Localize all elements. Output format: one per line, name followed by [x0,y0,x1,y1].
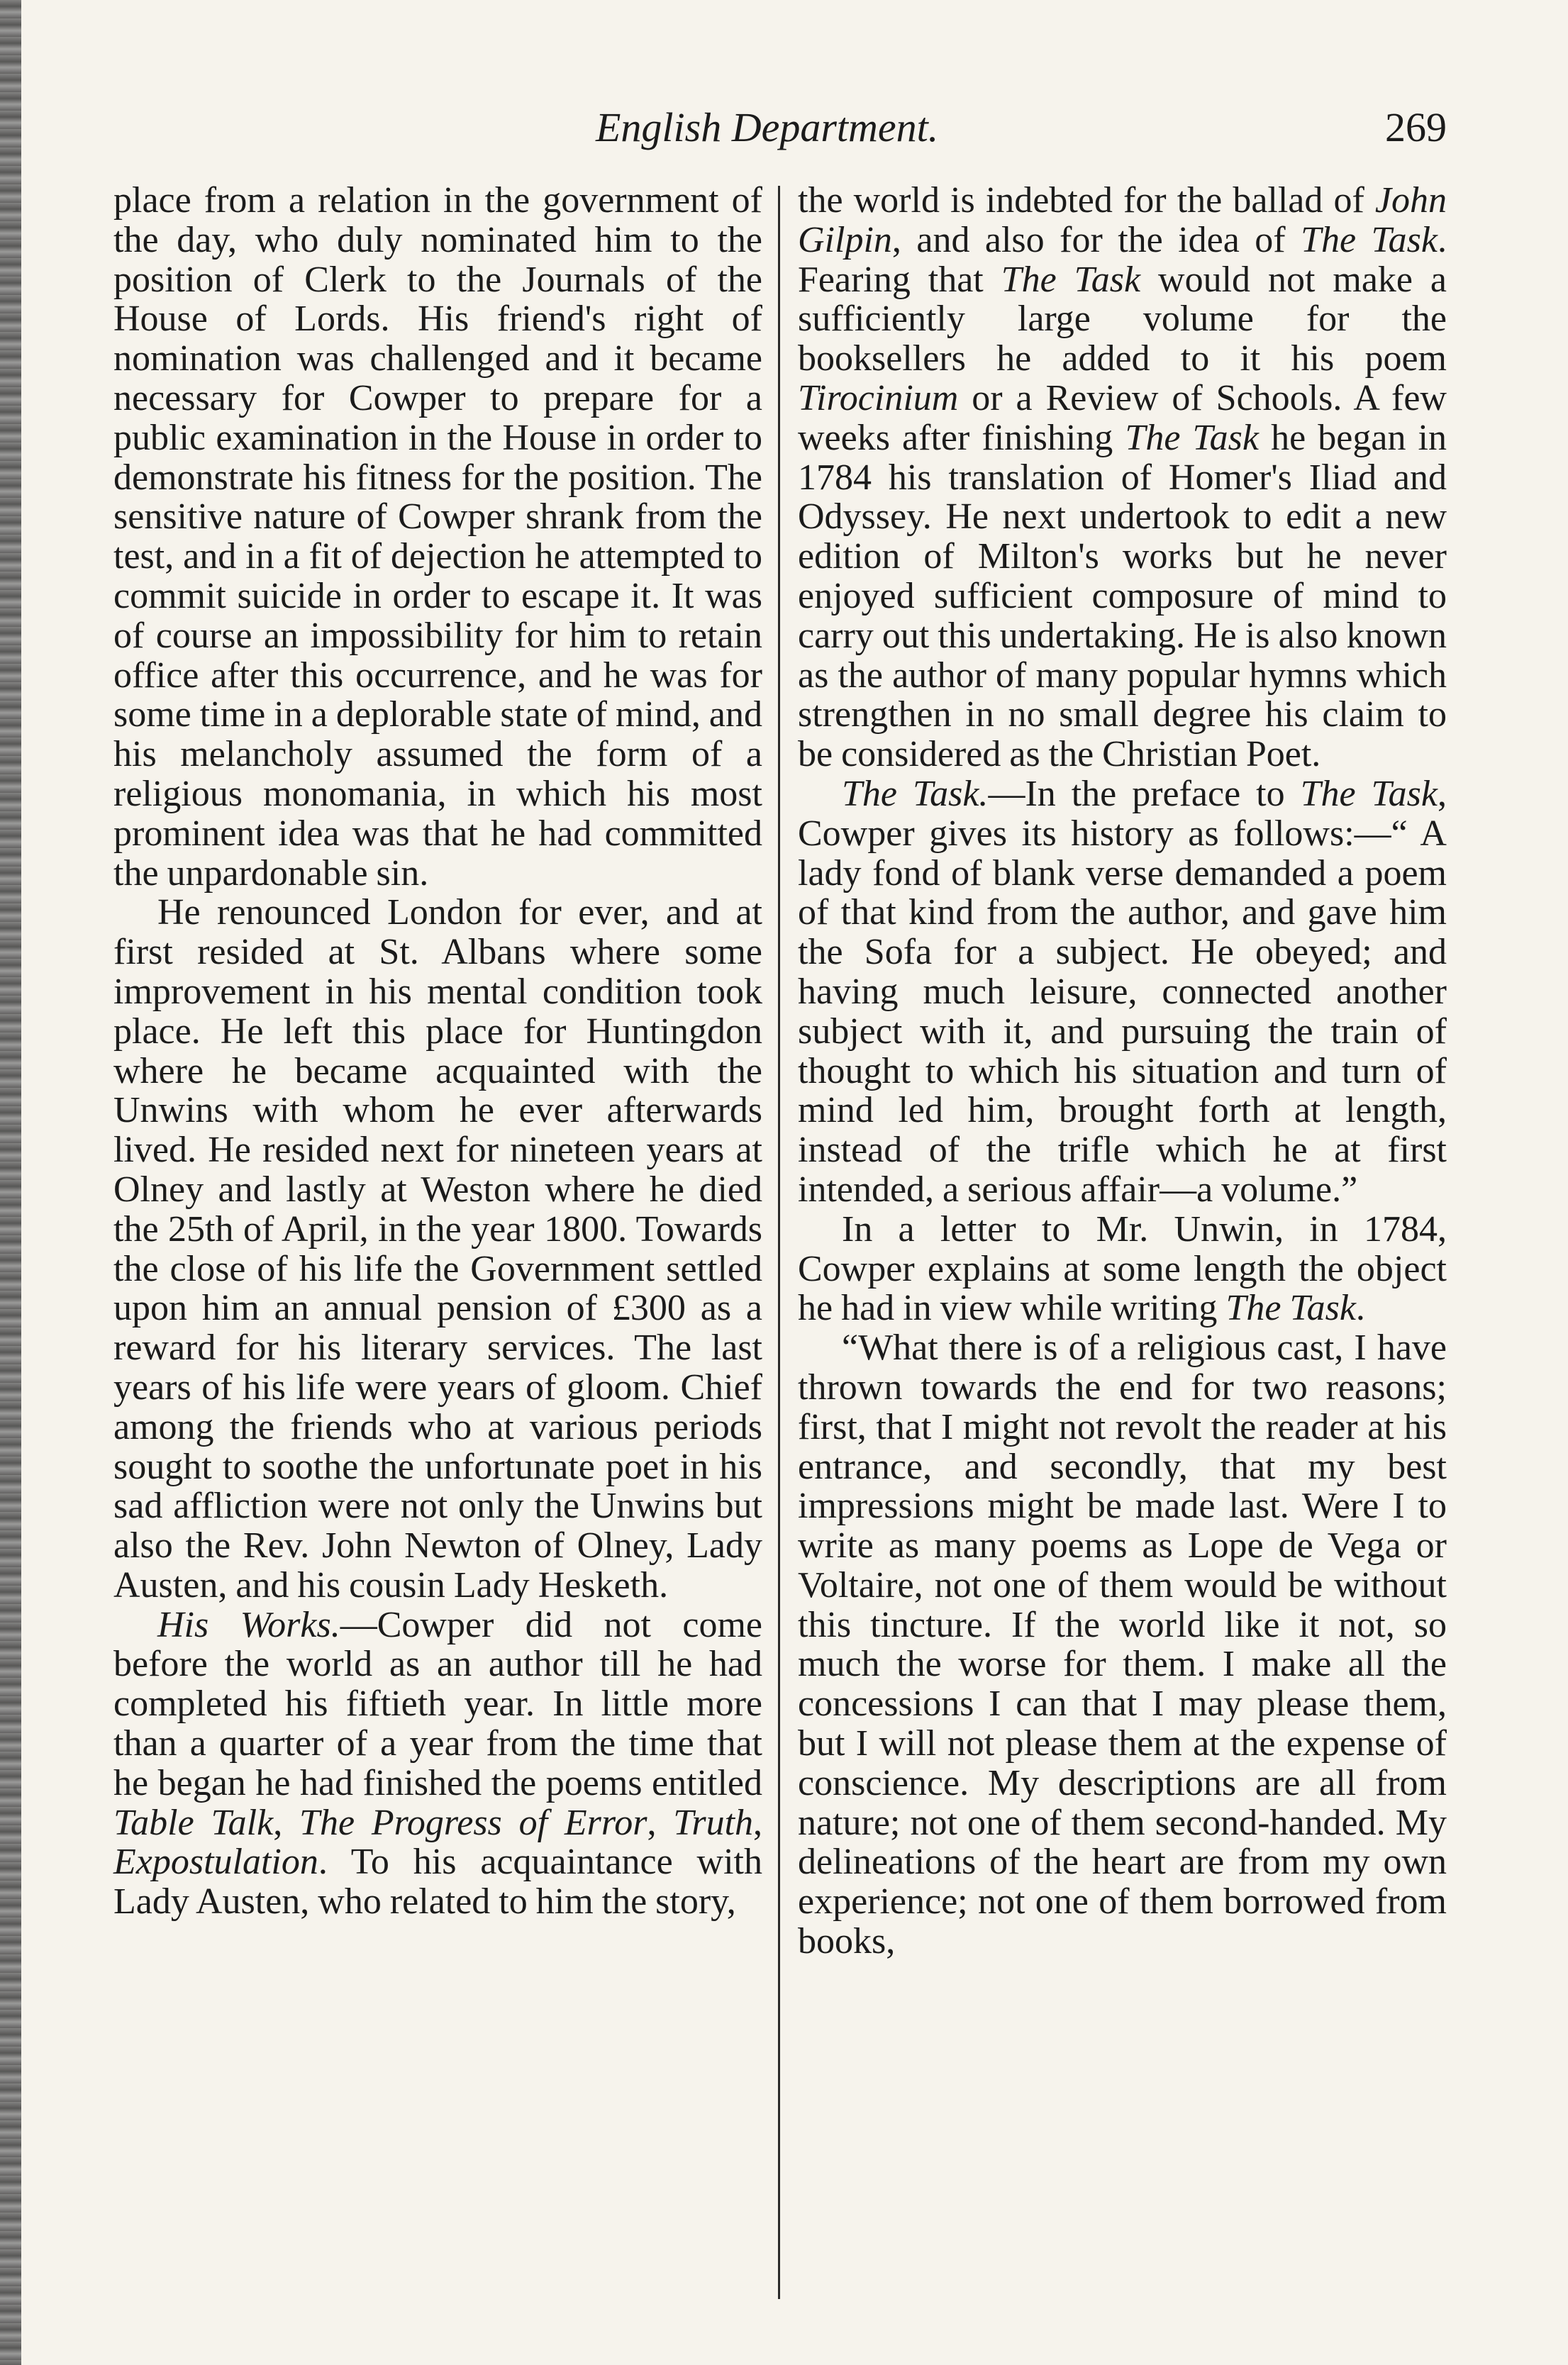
text-run: . [1355,1288,1365,1329]
poem-title: Tirocinium [798,377,959,418]
page-number: 269 [1385,104,1447,150]
poem-title: The Task [1125,417,1259,458]
column-divider [778,186,780,2299]
text-run: would not make a sufficiently large volume for the booksellers he added to it his poem [798,259,1447,379]
text-run: he began in 1784 his translation of Homer's Iliad and Odyssey. He next undertook to edit a new edition of Milton's works but he never enjoyed sufficient composure of mind to carry out this undertaking. He is also known as the author of many popular hymns which strengthen in no small degree his claim to be considered as the Christian Poet. [798,417,1447,775]
text-run: In a letter to Mr. Unwin, in 1784, Cowper explains at some length the object he had in view while writing [798,1208,1447,1329]
paragraph-his-works [113,1606,762,1922]
poem-title: The Task [1225,1288,1356,1329]
paragraph-appointment: place from a relation in the government of the day, who duly nominated him to the position of Clerk to the Journals of the House of Lords. His friend's right of nomination was challenged and it became necessary for Cowper to prepare for a public examination in the House in order to demonstrate his fitness for the position. The sensitive nature of Cowper shrank from the test, and in a fit of dejection he attempted to commit suicide in order to escape it. It was of course an impossibility for him to retain office after this occurrence, and he was for some time in a deplorable state of mind, and his melancholy assumed the form of a religious monomania, in which his most prominent idea was that he had committed the unpardonable sin. [113,180,762,894]
text-run: or a Review of Schools. A few weeks after finishing [798,377,1447,458]
poem-title: The Task [1001,259,1141,300]
running-title: English Department. [596,104,939,150]
text-run: , and also for the idea of [891,219,1301,260]
text-run: , [273,1802,300,1843]
text-run: , [647,1802,674,1843]
section-heading-his-works: His Works. [157,1604,340,1645]
poem-title: The Progress of Error [299,1802,647,1843]
paragraph-the-task [798,774,1447,1210]
paragraph-letter-to-unwin [798,1210,1447,1328]
poem-title: Table Talk [113,1802,274,1843]
text-run: . Fearing that [798,219,1447,300]
poem-title: The Task [1300,773,1438,814]
poem-title: The Task [1301,219,1438,260]
poem-title: Truth [673,1802,754,1843]
right-column [798,181,1447,1961]
poem-title: Expostulation [113,1842,318,1883]
paragraph-quotation: “What there is of a religious cast, I have thrown towards the end for two reasons; first, that I might not revolt the reader at his entrance, and secondly, that my best impressions might be made last. Were I to write as many poems as Lope de Vega or Voltaire, not one of them would be without this tincture. If the world like it not, so much the worse for them. I make all the concessions I can that I may please them, but I will not please them at the expense of conscience. My descriptions are all from nature; not one of them second-handed. My delineations of the heart are from my own experience; not one of them borrowed from books, [798,1328,1447,1962]
poem-title: John Gilpin [798,180,1447,260]
text-run: —In the preface to [988,773,1301,814]
text-run: the world is indebted for the ballad of [798,180,1375,221]
paragraph-john-gilpin [798,181,1447,774]
text-run: , [753,1802,763,1843]
book-binding-edge [0,0,21,2365]
text-run: , Cowper gives its history as follows:—“ A lady fond of blank verse demanded a poem of that kind from the author, and gave him the Sofa for a subject. He obeyed; and having much leisure, connected another subject with it, and pursuing the train of thought to which his situation and turn of mind led him, brought forth at length, instead of the trifle which he at first intended, a serious affair—a volume.” [798,773,1447,1210]
text-run: —Cowper did not come before the world as an author till he had completed his fiftieth year. In little more than a quarter of a year from the time that he began he had finished the poems entitled [113,1604,762,1803]
text-run: . To his acquaintance with Lady Austen, who related to him the story, [113,1842,762,1922]
section-heading-the-task: The Task. [842,773,989,814]
paragraph-residences: He renounced London for ever, and at first resided at St. Albans where some improvement in his mental condition took place. He left this place for Huntingdon where he became acquainted with the Unwins with whom he ever afterwards lived. He resided next for nineteen years at Olney and lastly at Weston where he died the 25th of April, in the year 1800. Towards the close of his life the Government settled upon him an annual pension of £300 as a reward for his literary services. The last years of his life were years of gloom. Chief among the friends who at various periods sought to soothe the unfortunate poet in his sad affliction were not only the Unwins but also the Rev. John Newton of Olney, Lady Austen, and his cousin Lady Hesketh. [113,892,762,1606]
running-head [113,99,1447,156]
left-column [113,181,762,1922]
